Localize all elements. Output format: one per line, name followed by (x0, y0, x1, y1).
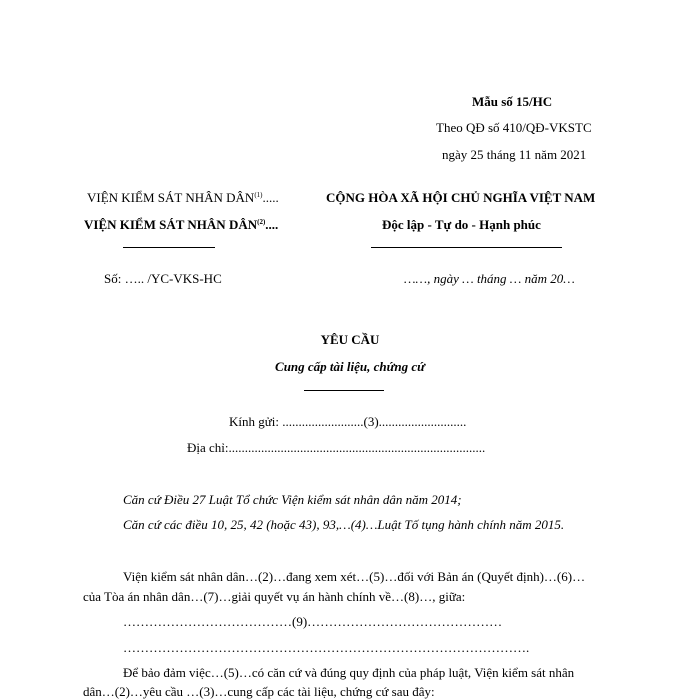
decision-date: ngày 25 tháng 11 năm 2021 (442, 147, 587, 162)
decision-reference: Theo QĐ số 410/QĐ-VKSTC (436, 120, 592, 135)
agency-underline (123, 247, 215, 248)
paragraph-2-line-2: dân…(2)…yêu cầu …(3)…cung cấp các tài liệu, chứng cứ sau đây: (83, 684, 435, 699)
motto-underline (371, 247, 562, 248)
paragraph-2-line-1: Để bảo đảm việc…(5)…có căn cứ và đúng quy định của pháp luật, Viện kiểm sát nhân (123, 665, 575, 680)
parties-dots-line-1: …………………………………(9)……………………………………… (123, 614, 503, 629)
title-underline (304, 390, 384, 391)
agency-line-2 (84, 217, 278, 233)
national-title: CỘNG HÒA XÃ HỘI CHỦ NGHĨA VIỆT NAM (326, 190, 596, 205)
national-motto: Độc lập - Tự do - Hạnh phúc (382, 217, 541, 232)
paragraph-1-line-1: Viện kiểm sát nhân dân…(2)…đang xem xét…(5)…đối với Bản án (Quyết định)…(6)… (123, 569, 586, 584)
legal-basis-2: Căn cứ các điều 10, 25, 42 (hoặc 43), 93,…(4)…Luật Tố tụng hành chính năm 2015. (123, 517, 565, 532)
agency-line-1 (87, 190, 279, 206)
parties-dots-line-2: …………………………………………………………………………………. (123, 640, 530, 655)
recipient-line: Kính gửi: .........................(3)........................... (229, 414, 467, 429)
document-subtitle: Cung cấp tài liệu, chứng cứ (275, 359, 425, 374)
agency-line-1-text: VIỆN KIỂM SÁT NHÂN DÂN (87, 190, 255, 205)
agency-line-2-footnote: (2) (257, 218, 266, 226)
form-number: Mẫu số 15/HC (472, 94, 553, 109)
agency-line-1-tail: ..... (262, 190, 279, 205)
agency-line-2-tail: .... (265, 217, 279, 232)
paragraph-1-line-2: của Tòa án nhân dân…(7)…giải quyết vụ án hành chính về…(8)…, giữa: (83, 589, 466, 604)
document-title: YÊU CẦU (320, 332, 380, 347)
legal-basis-1: Căn cứ Điều 27 Luật Tổ chức Viện kiểm sát nhân dân năm 2014; (123, 492, 462, 507)
place-and-date: ……, ngày … tháng … năm 20… (404, 271, 575, 286)
agency-line-2-text: VIỆN KIỂM SÁT NHÂN DÂN (84, 217, 258, 232)
agency-line-1-footnote: (1) (254, 191, 263, 199)
document-number: Số: ….. /YC-VKS-HC (104, 271, 222, 286)
address-line: Địa chỉ:............................................................................... (187, 440, 486, 455)
